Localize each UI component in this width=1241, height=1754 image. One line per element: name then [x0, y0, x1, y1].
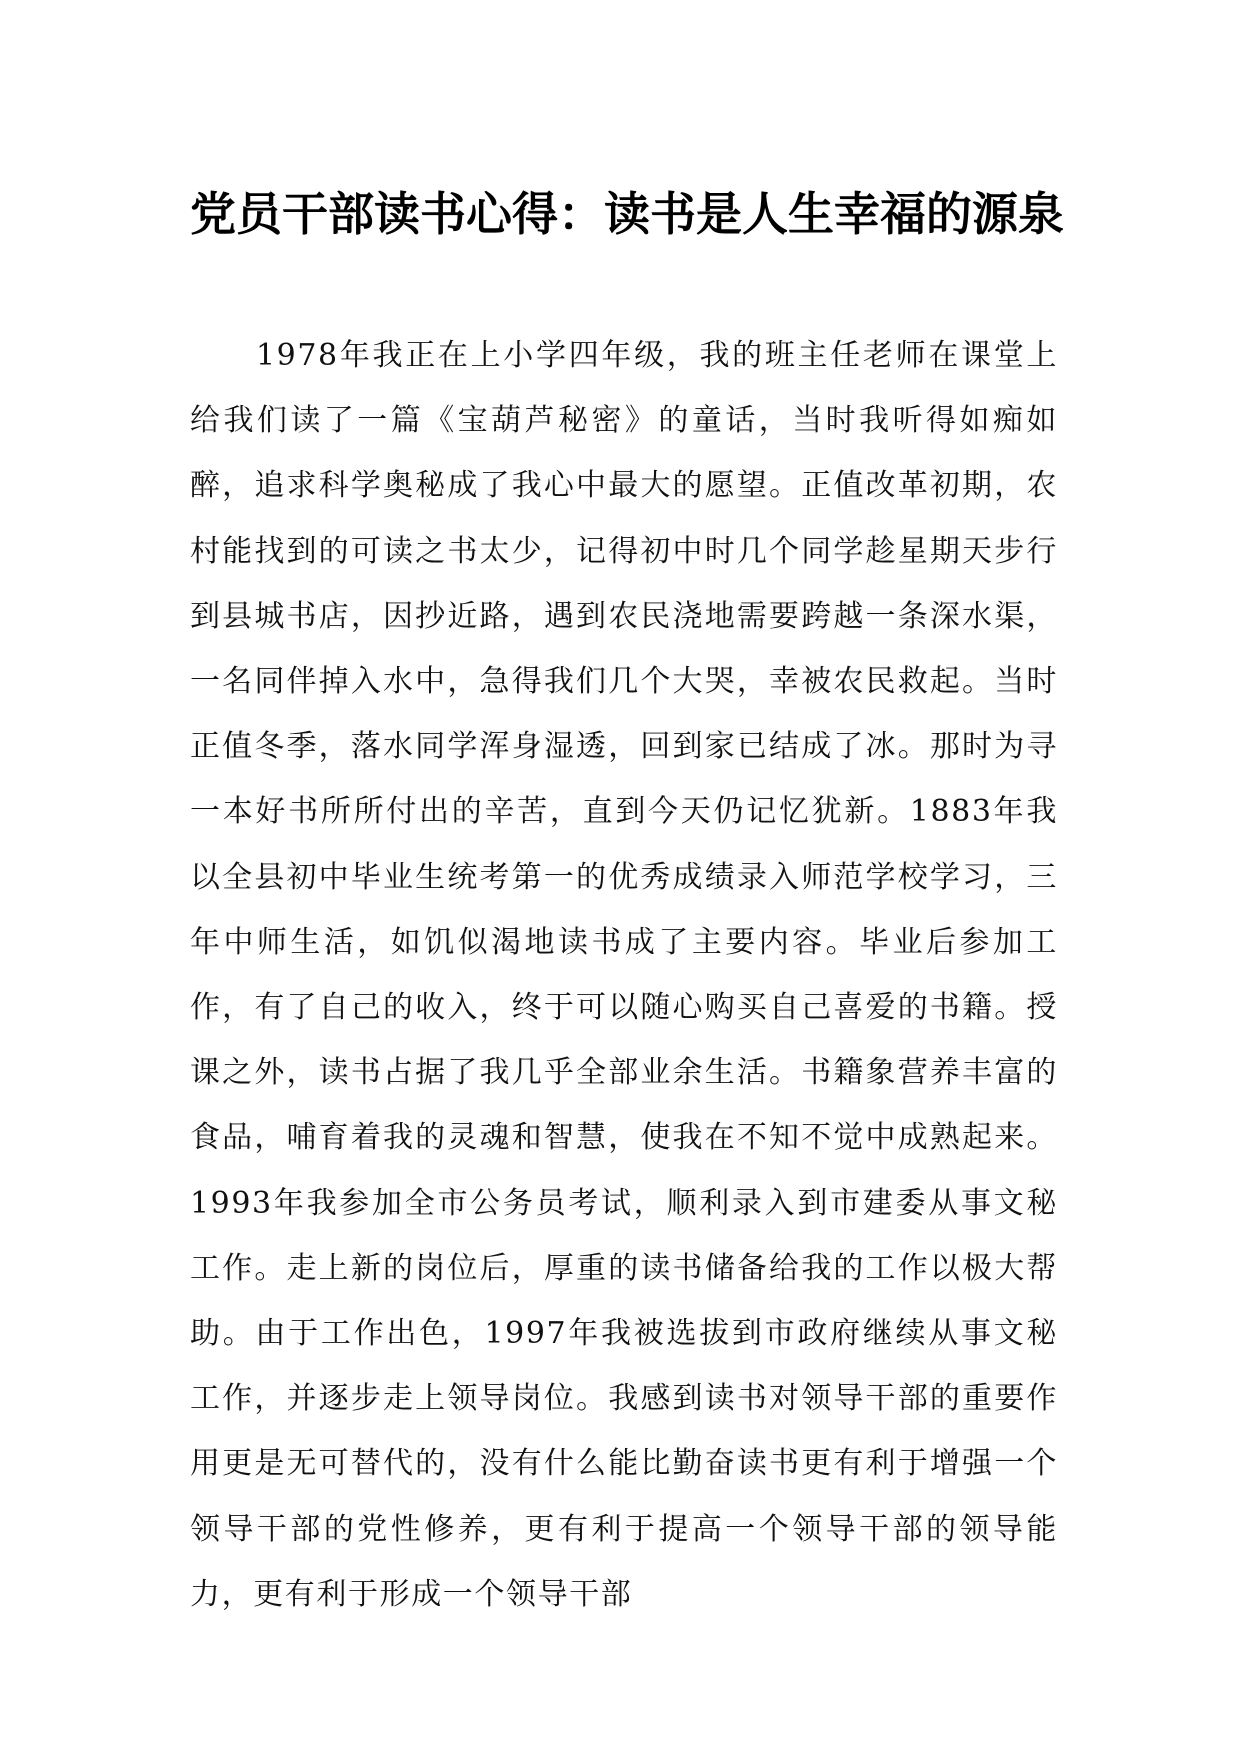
document-title: 党员干部读书心得：读书是人生幸福的源泉 [190, 187, 1064, 241]
body-paragraph: 1978年我正在上小学四年级，我的班主任老师在课堂上给我们读了一篇《宝葫芦秘密》的童话，当时我听得如痴如醉，追求科学奥秘成了我心中最大的愿望。正值改革初期，农村能找到的可读之书太少，记得初中时几个同学趁星期天步行到县城书店，因抄近路，遇到农民浇地需要跨越一条深水渠，一名同伴掉入水中，急得我们几个大哭，幸被农民救起。当时正值冬季，落水同学浑身湿透，回到家已结成了冰。那时为寻一本好书所所付出的辛苦，直到今天仍记忆犹新。1883年我以全县初中毕业生统考第一的优秀成绩录入师范学校学习，三年中师生活，如饥似渴地读书成了主要内容。毕业后参加工作，有了自己的收入，终于可以随心购买自己喜爱的书籍。授课之外，读书占据了我几乎全部业余生活。书籍象营养丰富的食品，哺育着我的灵魂和智慧，使我在不知不觉中成熟起来。1993年我参加全市公务员考试，顺利录入到市建委从事文秘工作。走上新的岗位后，厚重的读书储备给我的工作以极大帮助。由于工作出色，1997年我被选拔到市政府继续从事文秘工作，并逐步走上领导岗位。我感到读书对领导干部的重要作用更是无可替代的，没有什么能比勤奋读书更有利于增强一个领导干部的党性修养，更有利于提高一个领导干部的领导能力，更有利于形成一个领导干部 [190, 338, 1058, 1612]
